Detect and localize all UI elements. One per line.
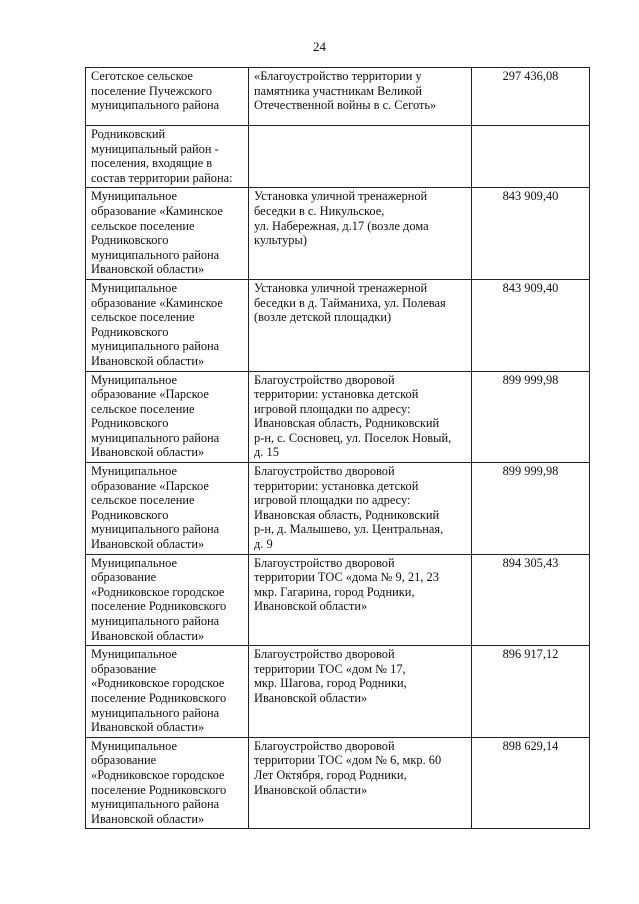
- project-line: Отечественной войны в с. Сеготь»: [254, 98, 437, 113]
- project-line: игровой площадки по адресу:: [254, 493, 411, 508]
- municipality-line: Ивановской области»: [91, 262, 205, 277]
- municipality-line: поселение Пучежского: [91, 83, 213, 98]
- table-row: [86, 463, 590, 555]
- project-line: игровой площадки по адресу:: [254, 401, 411, 416]
- municipality-line: Муниципальное: [91, 738, 177, 753]
- municipality-line: поселение Родниковского: [91, 599, 227, 614]
- project-line: Благоустройство дворовой: [254, 647, 395, 662]
- municipality-cell: [86, 188, 249, 280]
- municipality-line: образование: [91, 661, 157, 676]
- amount-cell: 899 999,98: [472, 371, 590, 463]
- project-line: территории ТОС «дома № 9, 21, 23: [254, 570, 439, 585]
- project-line: Ивановская область, Родниковский: [254, 416, 440, 431]
- table-body: [86, 68, 590, 829]
- municipality-line: поселение Родниковского: [91, 690, 227, 705]
- project-cell: [249, 737, 472, 829]
- municipality-cell: [86, 371, 249, 463]
- municipality-line: Ивановской области»: [91, 811, 205, 826]
- municipality-line: муниципального района: [91, 614, 220, 628]
- municipality-line: Ивановской области»: [91, 720, 205, 735]
- table-row: [86, 371, 590, 463]
- amount-cell: 894 305,43: [472, 554, 590, 646]
- project-line: Ивановской области»: [254, 782, 368, 797]
- project-line: р-н, д. Малышево, ул. Центральная,: [254, 522, 444, 537]
- project-line: Установка уличной тренажерной: [254, 280, 428, 295]
- project-line: Ивановская область, Родниковский: [254, 507, 440, 522]
- amount-cell: 899 999,98: [472, 463, 590, 555]
- municipality-cell: [86, 463, 249, 555]
- municipality-line: муниципального района: [91, 339, 220, 354]
- municipality-cell: [86, 646, 249, 738]
- municipality-line: сельское поселение: [91, 401, 195, 416]
- project-line: Лет Октября, город Родники,: [254, 767, 407, 782]
- municipality-line: Родниковского: [91, 507, 169, 522]
- project-cell: [249, 279, 472, 371]
- municipality-line: муниципального района: [91, 705, 220, 720]
- municipality-line: сельское поселение: [91, 493, 195, 508]
- project-cell: [249, 68, 472, 126]
- municipality-line: образование: [91, 570, 157, 585]
- municipality-line: Ивановской области»: [91, 628, 205, 643]
- municipality-line: «Родниковское городское: [91, 767, 225, 782]
- municipality-line: образование: [91, 753, 157, 768]
- municipality-cell: [86, 554, 249, 646]
- municipality-line: муниципального района: [91, 430, 220, 445]
- project-line: Благоустройство дворовой: [254, 555, 395, 570]
- amount-cell: 843 909,40: [472, 188, 590, 280]
- municipality-line: Муниципальное: [91, 555, 177, 570]
- project-line: «Благоустройство территории у: [254, 69, 422, 83]
- municipality-line: сельское поселение: [91, 310, 195, 325]
- table-row: [86, 554, 590, 646]
- project-line: р-н, с. Сосновец, ул. Поселок Новый,: [254, 430, 452, 445]
- amount-cell: 843 909,40: [472, 279, 590, 371]
- municipality-line: Родниковский: [91, 127, 166, 141]
- municipality-cell: [86, 68, 249, 126]
- table-row: [86, 737, 590, 829]
- municipality-line: образование «Каминское: [91, 203, 223, 218]
- amount-cell: [472, 126, 590, 188]
- table-row: [86, 68, 590, 126]
- project-line: территории: установка детской: [254, 387, 419, 402]
- table-row: [86, 126, 590, 188]
- municipality-line: сельское поселение: [91, 218, 195, 233]
- table-row: [86, 188, 590, 280]
- project-cell: [249, 371, 472, 463]
- municipality-line: муниципального района: [91, 98, 220, 113]
- project-line: Ивановской области»: [254, 690, 368, 705]
- municipality-line: «Родниковское городское: [91, 584, 225, 599]
- municipality-line: Родниковского: [91, 233, 169, 248]
- municipality-line: Сеготское сельское: [91, 69, 193, 83]
- project-cell: [249, 188, 472, 280]
- municipality-line: Муниципальное: [91, 464, 177, 479]
- subsidy-table: [85, 67, 590, 829]
- page-number: 24: [313, 39, 326, 54]
- project-line: Ивановской области»: [254, 599, 368, 614]
- municipality-line: образование «Парское: [91, 387, 209, 402]
- municipality-cell: [86, 737, 249, 829]
- municipality-line: муниципальный район -: [91, 141, 219, 156]
- project-line: Благоустройство дворовой: [254, 372, 395, 387]
- municipality-line: Муниципальное: [91, 280, 177, 295]
- table-row: [86, 646, 590, 738]
- municipality-line: муниципального района: [91, 522, 220, 537]
- municipality-line: поселения, входящие в: [91, 156, 213, 171]
- project-line: Установка уличной тренажерной: [254, 189, 428, 204]
- project-line: Благоустройство дворовой: [254, 464, 395, 479]
- municipality-line: Муниципальное: [91, 372, 177, 387]
- project-line: д. 9: [254, 537, 273, 552]
- project-line: мкр. Шагова, город Родники,: [254, 676, 407, 691]
- amount-cell: 898 629,14: [472, 737, 590, 829]
- municipality-line: Муниципальное: [91, 189, 177, 204]
- municipality-line: состав территории района:: [91, 170, 233, 185]
- municipality-line: Родниковского: [91, 324, 169, 339]
- project-line: (возле детской площадки): [254, 310, 392, 325]
- project-line: территории ТОС «дом № 17,: [254, 661, 406, 676]
- municipality-line: муниципального района: [91, 797, 220, 812]
- project-line: ул. Набережная, д.17 (возле дома: [254, 218, 429, 233]
- project-line: Благоустройство дворовой: [254, 738, 395, 753]
- project-line: территории ТОС «дом № 6, мкр. 60: [254, 753, 442, 768]
- municipality-line: Ивановской области»: [91, 445, 205, 460]
- project-cell: [249, 554, 472, 646]
- municipality-line: Ивановской области»: [91, 353, 205, 368]
- project-line: беседки в с. Никульское,: [254, 203, 385, 218]
- amount-cell: 297 436,08: [472, 68, 590, 126]
- municipality-line: муниципального района: [91, 247, 220, 262]
- amount-cell: 896 917,12: [472, 646, 590, 738]
- table-row: [86, 279, 590, 371]
- municipality-cell: [86, 126, 249, 188]
- municipality-line: Ивановской области»: [91, 537, 205, 552]
- project-line: беседки в д. Тайманиха, ул. Полевая: [254, 295, 446, 310]
- municipality-cell: [86, 279, 249, 371]
- project-cell: [249, 646, 472, 738]
- municipality-line: образование «Каминское: [91, 295, 223, 310]
- project-line: мкр. Гагарина, город Родники,: [254, 584, 415, 599]
- municipality-line: Родниковского: [91, 416, 169, 431]
- project-line: д. 15: [254, 445, 279, 460]
- project-cell: [249, 463, 472, 555]
- project-line: культуры): [254, 233, 307, 248]
- municipality-line: образование «Парское: [91, 478, 209, 493]
- project-line: территории: установка детской: [254, 478, 419, 493]
- project-line: памятника участникам Великой: [254, 83, 422, 98]
- municipality-line: поселение Родниковского: [91, 782, 227, 797]
- municipality-line: «Родниковское городское: [91, 676, 225, 691]
- project-cell: [249, 126, 472, 188]
- municipality-line: Муниципальное: [91, 647, 177, 662]
